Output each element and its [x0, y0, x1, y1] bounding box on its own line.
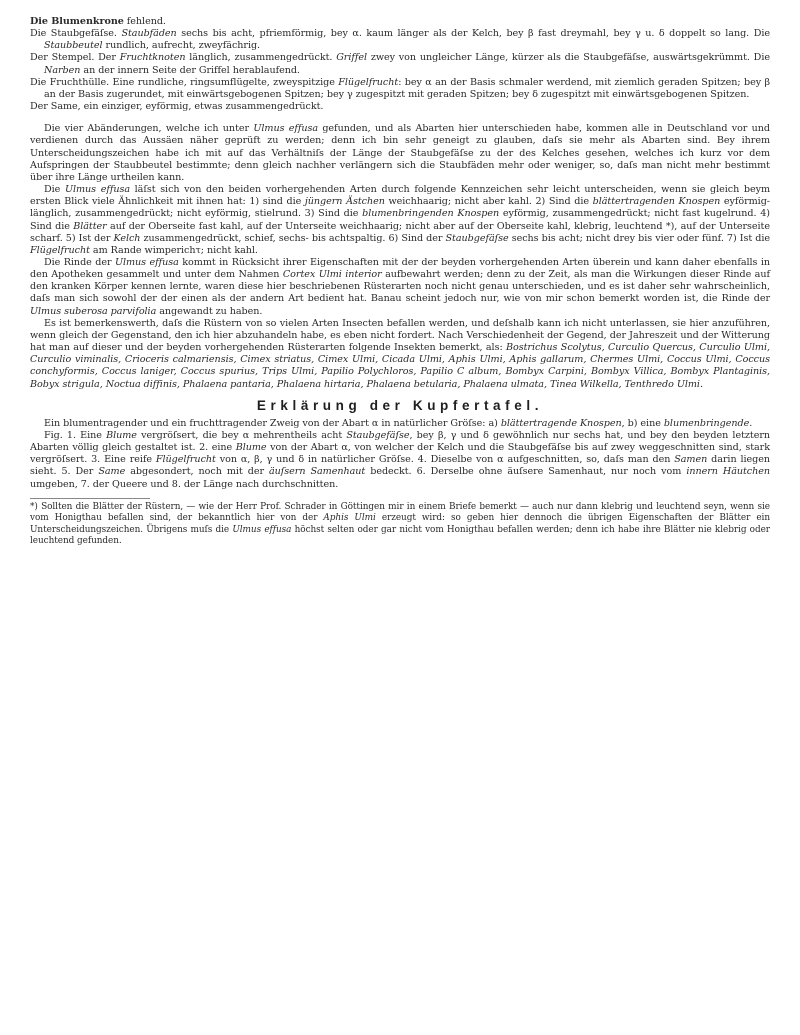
paragraph-varieties: Die vier Abänderungen, welche ich unter Ulmus effusa gefunden, und als Abarten hier unterschieden habe, kommen alle in Deutschland vor und verdienen durch das Aussäen näher geprüft zu werden; denn ich bin sehr geneigt zu glauben, daſs sie mehr als Abarten sind. Bey ihrem Unterscheidungszeichen habe ich mit auf das Verhältniſs der Länge der Staubgefäſse zu der des Kelches gesehen, welches ich kurz vor dem Aufspringen der Staubbeutel bestimmte; denn gleich nachher verlängern sich die Staubfäden mehr oder weniger, so, daſs man nicht mehr bestimmt über ihre Länge urtheilen kann.	[30, 123, 770, 183]
section-corolla: Die Blumenkrone fehlend.	[30, 16, 166, 27]
plate-heading: Erklärung der Kupfertafel.	[256, 397, 544, 413]
footnote-rule	[30, 498, 150, 499]
description-section	[30, 16, 770, 113]
paragraph-bark: Die Rinde der Ulmus effusa kommt in Rücksicht ihrer Eigenschaften mit der der beyden vorhergehenden Arten überein und kann daher ebenfalls in den Apotheken gesammelt und unter dem Nahmen Cortex Ulmi interior aufbewahrt werden; denn zu der Zeit, als man die Wirkungen dieser Rinde auf den kranken Körper kennen lernte, waren diese hier beschriebenen Rüsterarten noch nicht genau unterschieden, und es ist daher sehr wahrscheinlich, daſs man sich sowohl der der einen als der andern Art bedient hat. Banau scheint jedoch nur, wie von mir schon bemerkt worden ist, die Rinde der Ulmus suberosa parvifolia angewandt zu haben.	[30, 256, 770, 317]
paragraph-plate-branch: Ein blumentragender und ein fruchttragender Zweig von der Abart α in natürlicher Gröſse: a) blättertragende Knospen, b) eine blumenbringende.	[44, 417, 753, 429]
section-seed: Der Same, ein einziger, eyförmig, etwas zusammengedrückt.	[30, 101, 324, 113]
discussion-section	[30, 123, 770, 390]
plate-explanation	[30, 418, 770, 491]
paragraph-plate-figures: Fig. 1. Eine Blume vergröſsert, die bey α mehrentheils acht Staubgefäſse, bey β, γ und δ gewöhnlich nur sechs hat, und bey den beyden letztern Abarten völlig gleich gestaltet ist. 2. eine Blume von der Abart α, von welcher der Kelch und die Staubgefäſse bis auf zwey weggeschnitten sind, stark vergröſsert. 3. Eine reife Flügelfrucht von α, β, γ und δ in natürlicher Gröſse. 4. Dieselbe von α aufgeschnitten, so, daſs man den Samen darin liegen sieht. 5. Der Same abgesondert, noch mit der äuſsern Samenhaut bedeckt. 6. Derselbe ohne äuſsere Samenhaut, nur noch vom innern Häutchen umgeben, 7. der Queere und 8. der Länge nach durchschnitten.	[30, 430, 771, 490]
section-stamens: Die Staubgefäſse. Staubfäden sechs bis acht, pfriemförmig, bey α. kaum länger als der Kelch, bey β fast dreymahl, bey γ u. δ doppelt so lang. Die Staubbeutel rundlich, aufrecht, zweyfächrig.	[30, 28, 770, 52]
section-fruit: Die Fruchthülle. Eine rundliche, ringsumflügelte, zweyspitzige Flügelfrucht: bey α an der Basis schmaler werdend, mit ziemlich geraden Spitzen; bey β an der Basis zugerundet, mit einwärtsgebogenen Spitzen; bey γ zugespitzt mit geraden Spitzen; bey δ zugespitzt mit einwärtsgebogenen Spitzen.	[30, 76, 770, 100]
footnote-section	[30, 498, 770, 548]
paragraph-distinguishing-marks: Die Ulmus effusa läſst sich von den beiden vorhergehenden Arten durch folgende Kennzeichen sehr leicht unterscheiden, wenn sie gleich beym ersten Blick viele Ähnlichkeit mit ihnen hat: 1) sind die jüngern Ästchen weichhaarig; nicht aber kahl. 2) Sind die blättertragenden Knospen eyförmig-länglich, zusammengedrückt; nicht eyförmig, stielrund. 3) Sind die blumenbringenden Knospen eyförmig, zusammengedrückt; nicht fast kugelrund. 4) Sind die Blätter auf der Oberseite fast kahl, auf der Unterseite weichhaarig; nicht aber auf der Oberseite kahl, klebrig, leuchtend *), auf der Unterseite scharf. 5) Ist der Kelch zusammengedrückt, schief, sechs- bis achtspaltig. 6) Sind der Staubgefäſse sechs bis acht; nicht drey bis vier oder fünf. 7) Ist die Flügelfrucht am Rande wimperichτ; nicht kahl.	[30, 184, 770, 256]
footnote: *) Sollten die Blätter der Rüstern, — wie der Herr Prof. Schrader in Göttingen mir in einem Briefe bemerkt — auch nur dann klebrig und leuchtend seyn, wenn sie vom Honigthau befallen sind, der bekanntlich hier von der Aphis Ulmi erzeugt wird: so geben hier dennoch die übrigen Eigenschaften der Blätter ein Unterscheidungszeichen. Übrigens muſs die Ulmus effusa höchst selten oder gar nicht vom Honigthau befallen werden; denn ich habe ihre Blätter nie klebrig oder leuchtend gefunden.	[30, 501, 771, 546]
section-pistil: Der Stempel. Der Fruchtknoten länglich, zusammengedrückt. Griffel zwey von ungleicher Länge, kürzer als die Staubgefäſse, auswärtsgekrümmt. Die Narben an der innern Seite der Griffel herablaufend.	[30, 52, 770, 76]
paragraph-insects: Es ist bemerkenswerth, daſs die Rüstern von so vielen Arten Insecten befallen werden, und deſshalb kann ich nicht unterlassen, sie hier anzuführen, wenn gleich der Gegenstand, den ich hier abzuhandeln habe, es eben nicht fordert. Nach Verschiedenheit der Gegend, der Jahreszeit und der Witterung hat man auf dieser und der beyden vorhergehenden Rüsterarten folgende Insekten bemerkt, als: Bostrichus Scolytus, Curculio Quercus, Curculio Ulmi, Curculio viminalis, Crioceris calmariensis, Cimex striatus, Cimex Ulmi, Cicada Ulmi, Aphis Ulmi, Aphis gallarum, Chermes Ulmi, Coccus Ulmi, Coccus conchyformis, Coccus laniger, Coccus spurius, Trips Ulmi, Papilio Polychloros, Papilio C album, Bombyx Carpini, Bombyx Villica, Bombyx Plantaginis, Bobyx strigula, Noctua diffinis, Phalaena pantaria, Phalaena hirtaria, Phalaena betularia, Phalaena ulmata, Tinea Wilkella, Tenthredo Ulmi.	[30, 317, 770, 390]
